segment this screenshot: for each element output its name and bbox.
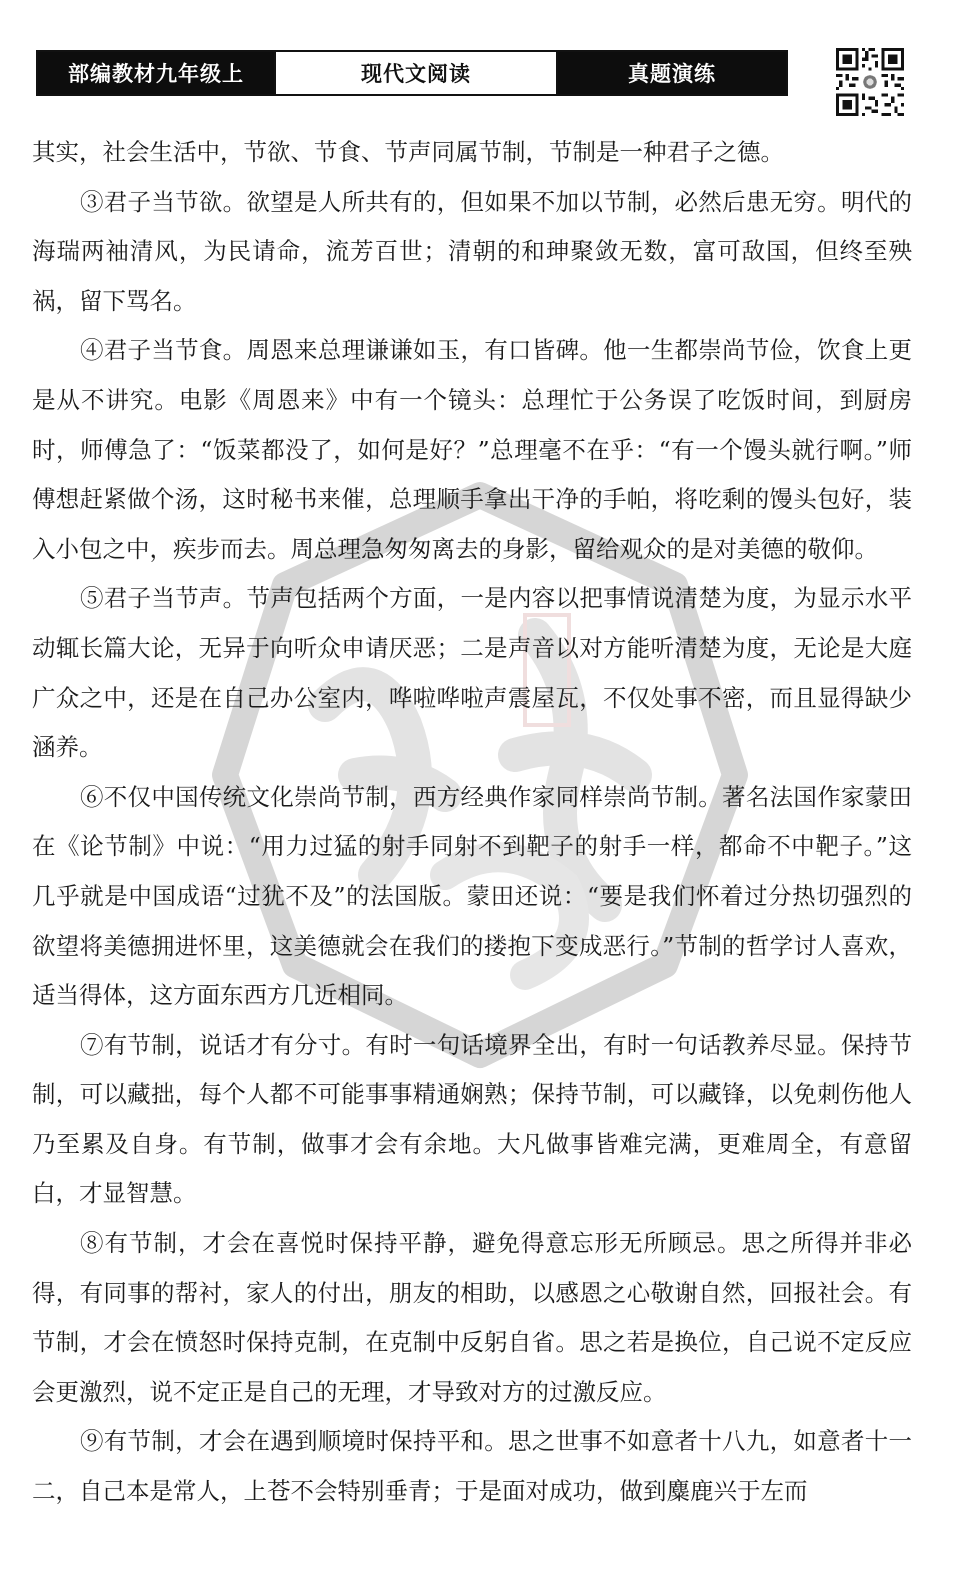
header-section-label: 现代文阅读	[274, 52, 558, 94]
header-practice-label: 真题演练	[558, 52, 786, 94]
header-textbook-label: 部编教材九年级上	[38, 52, 274, 94]
article-body	[32, 128, 912, 1517]
paragraph-8: ⑧有节制，才会在喜悦时保持平静，避免得意忘形无所顾忌。思之所得并非必得，有同事的帮衬，家人的付出，朋友的相助，以感恩之心敬谢自然，回报社会。有节制，才会在愤怒时保持克制，在克制中反躬自省。思之若是换位，自己说不定反应会更激烈，说不定正是自己的无理，才导致对方的过激反应。	[32, 1229, 912, 1406]
header-bar	[36, 50, 788, 96]
paragraph-6: ⑥不仅中国传统文化崇尚节制，西方经典作家同样崇尚节制。著名法国作家蒙田在《论节制》中说：“用力过猛的射手同射不到靶子的射手一样，都命不中靶子。”这几乎就是中国成语“过犹不及”的法国版。蒙田还说：“要是我们怀着过分热切强烈的欲望将美德拥进怀里，这美德就会在我们的搂抱下变成恶行。”节制的哲学讨人喜欢，适当得体，这方面东西方几近相同。	[32, 782, 912, 1010]
paragraph-4: ④君子当节食。周恩来总理谦谦如玉，有口皆碑。他一生都崇尚节俭，饮食上更是从不讲究。电影《周恩来》中有一个镜头：总理忙于公务误了吃饭时间，到厨房时，师傅急了：“饭菜都没了，如何是好？”总理毫不在乎：“有一个馒头就行啊。”师傅想赶紧做个汤，这时秘书来催，总理顺手拿出干净的手帕，将吃剩的馒头包好，装入小包之中，疾步而去。周总理急匆匆离去的身影，留给观众的是对美德的敬仰。	[32, 336, 912, 563]
qr-code-icon	[836, 48, 904, 116]
paragraph-intro-continuation: 其实，社会生活中，节欲、节食、节声同属节制，节制是一种君子之德。	[32, 138, 784, 166]
paragraph-3: ③君子当节欲。欲望是人所共有的，但如果不加以节制，必然后患无穷。明代的海瑞两袖清风，为民请命，流芳百世；清朝的和珅聚敛无数，富可敌国，但终至殃祸，留下骂名。	[32, 187, 912, 315]
paragraph-5: ⑤君子当节声。节声包括两个方面，一是内容以把事情说清楚为度，为显示水平动辄长篇大论，无异于向听众申请厌恶；二是声音以对方能听清楚为度，无论是大庭广众之中，还是在自己办公室内，哗啦哗啦声震屋瓦，不仅处事不密，而且显得缺少涵养。	[32, 584, 912, 762]
paragraph-9: ⑨有节制，才会在遇到顺境时保持平和。思之世事不如意者十八九，如意者十一二，自己本是常人，上苍不会特别垂青；于是面对成功，做到麋鹿兴于左而	[32, 1427, 912, 1506]
paragraph-7: ⑦有节制，说话才有分寸。有时一句话境界全出，有时一句话教养尽显。保持节制，可以藏拙，每个人都不可能事事精通娴熟；保持节制，可以藏锋，以免刺伤他人乃至累及自身。有节制，做事才会有余地。大凡做事皆难完满，更难周全，有意留白，才显智慧。	[32, 1030, 912, 1208]
